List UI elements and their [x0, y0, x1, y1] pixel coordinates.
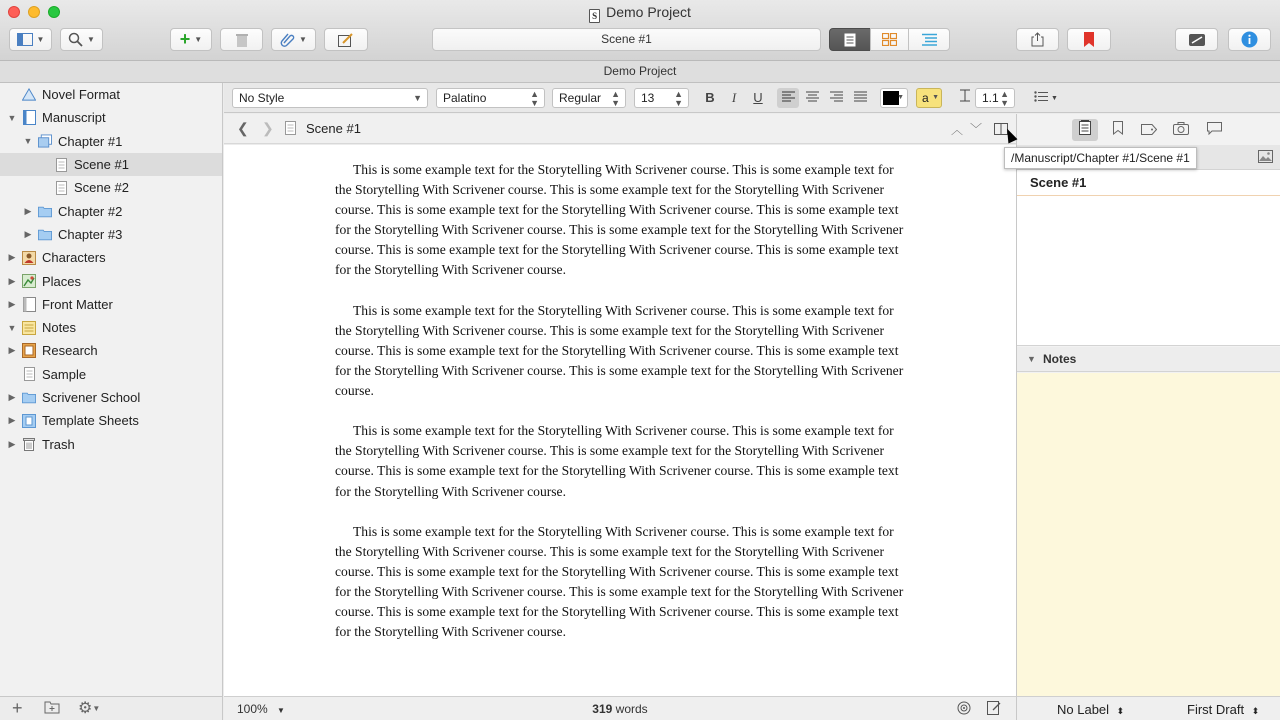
disclosure-triangle-icon: ▼ — [1027, 354, 1036, 364]
target-icon[interactable] — [957, 701, 971, 718]
binder-footer — [0, 696, 223, 720]
binder-item-label: Notes — [42, 320, 76, 336]
binder-sidebar — [0, 83, 223, 696]
stepper-icon: ▲ ▼ — [674, 89, 683, 108]
binder-item[interactable] — [0, 363, 222, 386]
image-icon[interactable] — [1258, 150, 1273, 166]
characters-icon — [22, 251, 36, 265]
binder-item[interactable] — [0, 339, 222, 362]
list-style-button[interactable] — [1030, 88, 1062, 108]
zoom-select[interactable]: 100% ▼ — [237, 702, 285, 716]
binder-item[interactable] — [0, 83, 222, 106]
font-family-select[interactable]: Palatino ▲ ▼ — [436, 88, 545, 108]
binder-item[interactable] — [0, 246, 222, 269]
chevron-down-icon: ▼ — [897, 94, 904, 101]
bookmark-button[interactable] — [1067, 28, 1111, 51]
status-select[interactable]: First Draft ⬍ — [1187, 702, 1260, 717]
binder-item[interactable] — [0, 176, 222, 199]
binder-item-label: Novel Format — [42, 87, 121, 103]
disclosure-triangle-icon[interactable]: ▶ — [8, 415, 16, 426]
binder-item[interactable] — [0, 386, 222, 409]
paperclip-icon — [280, 32, 295, 47]
align-center-icon — [806, 91, 819, 102]
attach-button[interactable] — [271, 28, 316, 51]
label-select[interactable]: No Label ⬍ — [1057, 702, 1125, 717]
text-editor[interactable] — [224, 145, 1016, 696]
compose-icon — [338, 33, 354, 47]
align-justify-button[interactable] — [849, 88, 871, 108]
binder-item-label: Chapter #3 — [58, 226, 123, 242]
stepper-icon: ▲ ▼ — [611, 89, 620, 108]
stepper-icon: ⬍ — [1116, 706, 1125, 716]
compose-button[interactable] — [324, 28, 368, 51]
chevron-down-icon: ▼ — [87, 35, 95, 44]
chevron-down-icon: ▼ — [299, 35, 307, 44]
trash-button[interactable] — [220, 28, 263, 51]
inspector-toggle-button[interactable] — [1228, 28, 1271, 51]
binder-item[interactable] — [0, 293, 222, 316]
bookmark-outline-icon — [1113, 121, 1123, 135]
disclosure-triangle-icon[interactable]: ▼ — [7, 112, 17, 123]
back-arrow-icon[interactable]: ❮ — [237, 120, 249, 136]
binder-item[interactable] — [0, 223, 222, 246]
binder-item[interactable] — [0, 316, 222, 339]
share-icon — [1031, 32, 1044, 47]
disclosure-triangle-icon[interactable]: ▶ — [8, 438, 16, 449]
gear-icon[interactable]: ⚙▼ — [78, 700, 101, 717]
disclosure-triangle-icon[interactable]: ▶ — [8, 392, 16, 402]
highlight-color-picker[interactable]: a ▼ — [916, 88, 942, 108]
speech-bubble-icon — [1207, 122, 1222, 135]
format-bar — [224, 83, 1280, 113]
next-document-icon[interactable]: ﹀ — [970, 122, 983, 136]
editor-paragraph[interactable]: This is some example text for the Storytelling With Scrivener course. This is some example text for the Storytelling With Scrivener course. This is some example text for the Storytelling With Scrivener course. This is some example text for the Storytelling With Scrivener course. This is some example text for the Storytelling With Scrivener course. This is some example text for the Storytelling With Scrivener course. — [335, 302, 904, 399]
add-folder-icon[interactable] — [44, 700, 60, 718]
warning-icon — [22, 88, 36, 102]
line-spacing-icon — [954, 88, 976, 108]
inspector-tab-bookmarks[interactable] — [1105, 119, 1131, 141]
disclosure-triangle-icon[interactable]: ▼ — [7, 322, 17, 333]
align-right-button[interactable] — [825, 88, 847, 108]
front-matter-icon — [22, 297, 36, 311]
binder-item-label: Research — [42, 343, 98, 359]
text-color-picker[interactable] — [880, 88, 908, 108]
disclosure-triangle-icon[interactable]: ▶ — [24, 228, 32, 239]
word-count: 319 words — [592, 702, 648, 716]
chevron-down-icon: ▼ — [413, 93, 422, 103]
align-left-button[interactable] — [777, 88, 799, 108]
inspector-tab-metadata[interactable] — [1136, 119, 1162, 141]
title-bar — [0, 0, 1280, 61]
folder-icon — [38, 227, 52, 241]
binder-item-label: Manuscript — [42, 110, 106, 126]
underline-button[interactable]: U — [753, 90, 763, 105]
window-title: S Demo Project — [0, 4, 1280, 23]
path-tooltip: /Manuscript/Chapter #1/Scene #1 — [1004, 147, 1197, 169]
trash-icon — [22, 437, 36, 451]
document-title-field[interactable]: Scene #1 — [432, 28, 821, 51]
binder-item[interactable] — [0, 106, 222, 129]
research-icon — [22, 344, 36, 358]
binder-item[interactable] — [0, 153, 222, 176]
add-icon: + — [179, 29, 191, 49]
project-header: Demo Project — [0, 61, 1280, 83]
binder-item-label: Chapter #1 — [58, 133, 123, 149]
stepper-icon: ▲ ▼ — [530, 89, 539, 108]
composition-mode-icon — [1189, 34, 1205, 46]
editor-header-title[interactable]: Scene #1 — [306, 121, 361, 136]
notes-text-area[interactable] — [1017, 373, 1280, 696]
add-item-icon[interactable]: + — [12, 698, 23, 718]
editor-paragraph[interactable]: This is some example text for the Storytelling With Scrivener course. This is some example text for the Storytelling With Scrivener course. This is some example text for the Storytelling With Scrivener course. This is some example text for the Storytelling With Scrivener course. This is some example text for the Storytelling With Scrivener course. This is some example text for the Storytelling With Scrivener course. This is some example text for the Storytelling With Scrivener course. This is some example text for the Storytelling With Scrivener course. — [335, 162, 904, 278]
chevron-down-icon: ▼ — [36, 35, 45, 44]
paragraph-style-select[interactable]: No Style ▼ — [232, 88, 428, 108]
disclosure-triangle-icon[interactable]: ▶ — [24, 205, 32, 216]
editor-text-content[interactable] — [335, 160, 905, 662]
binder-item-label: Characters — [42, 250, 106, 266]
binder-item-label: Trash — [42, 436, 75, 452]
template-sheets-icon — [22, 414, 36, 428]
font-weight-select[interactable]: Regular ▲ ▼ — [552, 88, 626, 108]
page-icon — [54, 181, 68, 195]
chevron-down-icon: ▼ — [1051, 95, 1058, 102]
notes-header[interactable]: ▼ Notes — [1017, 347, 1280, 372]
binder-toggle-icon — [17, 33, 33, 46]
binder-toggle-button[interactable] — [9, 28, 52, 51]
align-center-button[interactable] — [801, 88, 823, 108]
document-icon — [285, 121, 296, 138]
corkboard-view-button[interactable] — [870, 28, 909, 51]
notepad-icon — [1079, 120, 1091, 135]
binder-item-label: Places — [42, 273, 82, 289]
binder-item-label: Front Matter — [42, 296, 113, 312]
outline-view-button[interactable] — [908, 28, 950, 51]
corkboard-icon — [882, 33, 897, 46]
trash-icon — [236, 33, 248, 47]
disclosure-triangle-icon[interactable]: ▶ — [8, 298, 16, 309]
editor-paragraph[interactable]: This is some example text for the Storytelling With Scrivener course. This is some example text for the Storytelling With Scrivener course. This is some example text for the Storytelling With Scrivener course. This is some example text for the Storytelling With Scrivener course. This is some example text for the Storytelling With Scrivener course. — [335, 423, 899, 499]
disclosure-triangle-icon[interactable]: ▶ — [8, 345, 16, 356]
folder-icon — [22, 391, 36, 405]
previous-document-icon[interactable]: ︿ — [951, 123, 964, 137]
bold-button[interactable]: B — [705, 90, 715, 105]
binder-item[interactable] — [0, 199, 222, 222]
align-justify-icon — [854, 91, 867, 102]
binder-list — [0, 83, 222, 456]
editor-paragraph[interactable]: This is some example text for the Storytelling With Scrivener course. This is some example text for the Storytelling With Scrivener course. This is some example text for the Storytelling With Scrivener course. This is some example text for the Storytelling With Scrivener course. This is some example text for the Storytelling With Scrivener course. This is some example text for the Storytelling With Scrivener course. This is some example text for the Storytelling With Scrivener course. This is some example text for the Storytelling With Scrivener course. — [335, 523, 904, 640]
project-file-icon: S — [589, 9, 600, 23]
forward-arrow-icon[interactable]: ❯ — [262, 120, 274, 136]
document-view-icon — [844, 33, 856, 47]
italic-button[interactable]: I — [731, 90, 737, 105]
chevron-down-icon: ▼ — [277, 706, 285, 715]
inspector-panel — [1016, 114, 1280, 696]
binder-item[interactable] — [0, 269, 222, 292]
inspector-tab-snapshots[interactable] — [1168, 119, 1194, 141]
inspector-tab-notes[interactable] — [1072, 119, 1098, 141]
places-icon — [22, 274, 36, 288]
binder-item[interactable] — [0, 130, 222, 153]
binder-item-label: Chapter #2 — [58, 203, 123, 219]
search-button[interactable] — [60, 28, 103, 51]
stepper-icon: ▲ ▼ — [1000, 89, 1009, 108]
folder-icon — [38, 204, 52, 218]
chevron-down-icon: ▼ — [932, 94, 939, 101]
binder-item[interactable] — [0, 432, 222, 455]
bookmark-icon — [1084, 32, 1094, 47]
align-left-icon — [782, 91, 795, 102]
editor-footer — [224, 696, 1016, 720]
annotation-icon[interactable] — [987, 701, 1001, 718]
binder-item-label: Sample — [42, 366, 87, 382]
outline-view-icon — [922, 33, 937, 46]
editor-header-bar — [224, 114, 1016, 144]
binder-item-label: Scene #2 — [74, 180, 129, 196]
camera-icon — [1173, 122, 1189, 135]
binder-item[interactable] — [0, 409, 222, 432]
bulleted-list-icon — [1034, 91, 1048, 102]
align-right-icon — [830, 91, 843, 102]
disclosure-triangle-icon[interactable]: ▼ — [23, 136, 33, 147]
disclosure-triangle-icon[interactable]: ▶ — [8, 252, 16, 263]
document-view-button[interactable] — [829, 28, 871, 51]
page-icon — [22, 367, 36, 381]
chapter-stack-icon — [38, 134, 52, 148]
binder-item-label: Scene #1 — [74, 157, 129, 173]
stepper-icon: ⬍ — [1251, 706, 1260, 716]
font-size-select[interactable]: 13 ▲ ▼ — [634, 88, 689, 108]
synopsis-title[interactable]: Scene #1 — [1017, 170, 1280, 196]
composition-mode-button[interactable] — [1175, 28, 1218, 51]
inspector-footer — [1016, 696, 1280, 720]
synopsis-text-area[interactable] — [1017, 196, 1280, 346]
notes-icon — [22, 321, 36, 335]
search-icon — [68, 32, 83, 47]
add-button[interactable] — [170, 28, 212, 51]
line-spacing-select[interactable]: 1.1 ▲ ▼ — [975, 88, 1015, 108]
manuscript-icon — [22, 111, 36, 125]
inspector-tab-comments[interactable] — [1201, 119, 1227, 141]
tag-icon — [1141, 124, 1157, 135]
page-icon — [54, 158, 68, 172]
disclosure-triangle-icon[interactable]: ▶ — [8, 275, 16, 286]
share-button[interactable] — [1016, 28, 1059, 51]
binder-item-label: Scrivener School — [42, 390, 141, 405]
chevron-down-icon: ▼ — [194, 35, 203, 44]
binder-item-label: Template Sheets — [42, 413, 139, 429]
info-icon — [1241, 31, 1258, 48]
